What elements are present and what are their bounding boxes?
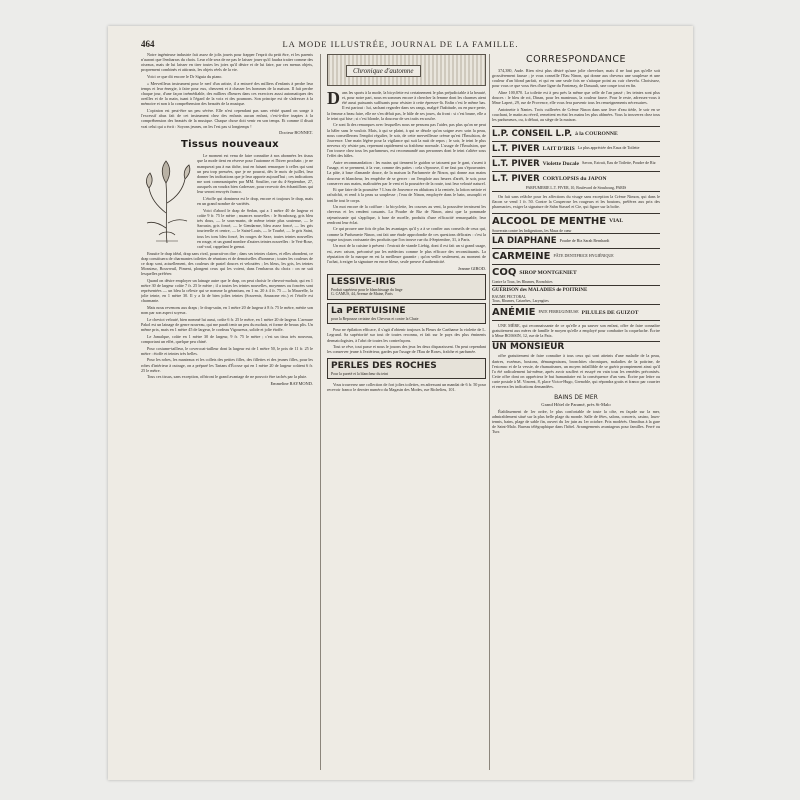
ad-row bbox=[492, 304, 660, 320]
article-paragraph: Tout se rêve, tout passe et nous le jouons des jeux les deux disparaissent. On peut cependant les conserver jeune à l'extérieur, gardes par l'usage de l'Eau de Roses, fraîche et parfumée. bbox=[327, 344, 486, 355]
drop-cap: D bbox=[327, 88, 340, 108]
ad-product: CORYLOPSIS du JAPON bbox=[542, 175, 607, 182]
running-title: LA MODE ILLUSTRÉE, JOURNAL DE LA FAMILLE. bbox=[282, 39, 519, 49]
ad-title: PERLES DES ROCHES bbox=[331, 360, 437, 371]
article-paragraph: Antoinette à Nantes. Trois cuillerées de Crème Ninon dans une livre d'eau tiède, le soir en se couchant, le matin au réveil, remettent en état les mains les plus abîmées. Vous la trouverez chez tous les parfumeurs, ou, à défaut, au siège de la maison. bbox=[492, 107, 660, 123]
chronicle-header-banner bbox=[327, 54, 486, 86]
ad-row bbox=[492, 233, 660, 248]
ad-row bbox=[492, 264, 660, 280]
ad-pertuisine bbox=[327, 303, 486, 325]
flower-illustration bbox=[141, 153, 193, 245]
article-paragraph: L'étoffe qui dominera est le drap, encore et toujours le drap, mais en un grand nombre de variétés. bbox=[197, 195, 313, 207]
article-paragraph: L'opinion est peut-être un peu sévère. Elle n'est cependant pas sans vérité quand on songe à l'excessif abus fait de cet instrument chez des enfants aucun enfant, c'est-à-dire inaptes à la compréhension des beautés de la musique. Chaque chose doit venir en son temps. Et comme il disait vrai celui qui a écrit : Soyons jeunes, on les l'est pas si longtemps ! bbox=[141, 108, 313, 129]
article-signature: Jeanne GIROD. bbox=[457, 265, 486, 271]
ad-brand: L.T. PIVER bbox=[492, 143, 540, 154]
page-number: 464 bbox=[141, 39, 155, 49]
advertisement-block bbox=[492, 126, 660, 193]
article-paragraph: 374,380, Aude. Rien n'est plus désiré qu'une jolie chevelure, mais il ne faut pas qu'elle soit grossièrement fausse ; je vous conseille l'Eau Ninon, qui donne aux cheveux une souplesse et une couleur d'un blond parfait, et qui en une seule fois ne s'attaque point au cuir chevelu. Choisissez, pour vous ce que vous êtes d'une ligne du Fontenay, de Dassault, une coupe tout en fin. bbox=[492, 68, 660, 89]
bains-de-mer-subtitle: Grand Hôtel de Paramé, près St-Malo bbox=[541, 401, 611, 407]
article-paragraph: Voici d'abord le drap de Sedan, qui a 1 mètre 40 de largeur et coûte 9 fr. 75 le mètre ; nuances nouvelles : le Strasbourg, gris bleu très doux, — le sous-marin, de même teinte plus soutenue, — le Sarrasin, gris foncé, — le Gendarme, bleu assez foncé, — les gris tourterelle et centre, — le Saint-Louis, — le Tourbé, — le gris Saint, tous les tons bleu foncé, les rouges de Saxe, toutes teintes nouvelles en rouge, et un grand nombre d'autres teintes nouvelles : le Vert-Rose, craf-craf, rappelant le grenat. bbox=[197, 207, 313, 249]
article-paragraph: Un mot encore de la coiffure : la bicyclette, les courses au vent, la poussière ternissent les cheveux et les rendent cassants. La Poudre de Riz de Ninon, ainsi que la pommade rajeunissante qui s'applique, à base de moelle, produits d'une efficacité remarquable, leur rendront leur éclat. bbox=[327, 204, 486, 225]
article-signature: Emmeline RAYMOND. bbox=[270, 381, 313, 387]
ad-brand: ALCOOL DE MENTHE bbox=[492, 215, 607, 227]
ad-brand: L.P. CONSEIL L.P. bbox=[492, 128, 573, 139]
article-paragraph: offre gratuitement de faire connaître à tous ceux qui sont atteints d'une maladie de la peau, dartres, eczémas, boutons, démangeaisons, bronchites chroniques, maladies de la poitrine, de l'estomac et de la vessie, de rhumatismes, un moyen infaillible de se guérir promptement ainsi qu'il l'a été radicalement lui-même, après avoir souffert et essayé en vain tous les remèdes préconisés. Cette offre dont on appréciera le but humanitaire est la conséquence d'un vœu. Écrire par lettre ou carte postale à M. Vincent, 8, place Victor-Hugo, Grenoble, qui répondra gratis et franco par courrier et enverra les indications demandées. bbox=[492, 353, 660, 390]
article-paragraph: Établissement de 1er ordre, le plus confortable de toute la côte, en façade sur la mer, admirablement situé sur la plus belle plage du monde. Salle de fêtes, salons, concerts, casino, lawn-tennis, bains, plage de sable fin, ouvert du 1er juin au 1er octobre. Prix modérés. Omnibus à la gare de Saint-Malo. Bureau télégraphique dans l'hôtel. Arrangements avantageux pour familles. Ferré ou Turr. bbox=[492, 408, 660, 435]
article-paragraph: Notre ingénieuse industrie fait assez de jolis jouets pour frapper l'esprit du petit être, et les parents n'auront que l'embarras du choix. Leur rôle sera de ne pas le laisser jouer qu'il faudra traiter comme des oiseaux, mais de lui laisser en tirer toutes les joies qu'il désire et de lui faire, par ces menus objets, proprement combinés et attirants, les objets réels de la vie. bbox=[141, 52, 313, 73]
article-signature: Docteur BONNET. bbox=[279, 130, 313, 136]
ad-product: Violette Ducale bbox=[542, 160, 579, 167]
ad-brand: LA DIAPHANE bbox=[492, 236, 557, 247]
ad-tagline: Pour la pureté et la blancheur du teint bbox=[331, 371, 389, 376]
ad-title: UN MONSIEUR bbox=[492, 342, 565, 353]
ad-title: La PERTUISINE bbox=[331, 305, 406, 316]
ad-product: VIAL bbox=[609, 218, 624, 225]
ad-tagline: Savon, Extrait, Eau de Toilette, Poudre de Riz bbox=[581, 160, 656, 166]
ad-address: G. CAMUS, 44, Avenue de Maine, Paris bbox=[331, 292, 393, 297]
ad-brand: CARMEINE bbox=[492, 251, 551, 263]
newspaper-page bbox=[108, 26, 693, 780]
correspondance-title: CORRESPONDANCE bbox=[525, 54, 627, 65]
ad-row bbox=[492, 156, 660, 171]
ad-product: PILULES DE GUIZOT bbox=[581, 309, 639, 316]
article-paragraph: Mais nous revenons aux draps ; le drap-satin, en 1 mètre 20 de largeur à 8 fr. 75 le mètre, mérite son nom par son aspect soyeux. bbox=[141, 305, 313, 316]
section-title-tissus: Tissus nouveaux bbox=[181, 139, 279, 151]
ad-tagline: Contre la Toux, les Rhumes, Bronchites bbox=[492, 280, 553, 285]
article-paragraph: Quand on désire employer un lainage autre que le drap, on peut choisir le chevrot-mohair, qui en 1 mètre 30 de largeur coûte 7 fr. 25 le mètre ; il a toutes les teintes nouvelles, moyennes ou foncées sont représentées — un bleu la céleste qui se nomme la géranium, en 1 m. 20 à 4 fr. 75 — la Mauvelle, la jolie teinte, en 1 mètre 30. Il y a là de bien jolies teintes (Souvenir, Amazone etc.) et l'étoffe est charmante. bbox=[141, 277, 313, 304]
ad-tagline: Toux, Rhumes, Catarrhes, Laryngites bbox=[492, 299, 549, 304]
article-paragraph: Ensuite le drap idéal, drap sans rival, pourrait-on dire ; dans ses teintes claires, et elles abondent, ce drap constituera de charmantes toilettes de réunions et de demoiselles d'honneur ; toutes les couleurs de ce drap sont, actuellement, des couleurs de pastel douces et veloutées ; les bleus, les gris, les teintes Monsieur, Bouvreuil, Piment, plongent ceux qui les voient, dans l'embarras du choix : on ne sait lesquelles préférer. bbox=[141, 250, 313, 277]
ad-tagline: PÂTE DENTIFRICE HYGIÉNIQUE bbox=[553, 253, 614, 259]
ad-brand: GUÉRISON des MALADIES de POITRINE bbox=[492, 287, 588, 293]
ad-tagline: La plus appréciée des Eaux de Toilette bbox=[577, 145, 640, 151]
ad-row bbox=[492, 127, 660, 141]
article-paragraph: Aline 100,870. La toilette est à peu près la même que celle de l'an passé ; les teintes sont plus douces : le bleu de roi, Dinan, pour les manteaux, la couleur fauve. Pour le reste, adressez-vous à Mme Lapert, 29, rue de Provence, elle vous fera parvenir tous les renseignements nécessaires. bbox=[492, 90, 660, 106]
ad-row bbox=[492, 214, 660, 229]
column-left bbox=[141, 52, 313, 772]
ad-product: à la COURONNE bbox=[575, 130, 618, 137]
ad-title: LESSIVE-IRIS bbox=[331, 276, 396, 287]
ad-tagline: PATE FERRUGINEUSE bbox=[538, 309, 579, 315]
article-paragraph: Ce sont là des remarques avec lesquelles nous ne pensons pas l'aider, pas plus qu'on ne peut la hâler sans le vouloir. Mais, à qui se plaint, à qui se désole qu'on soigne avec soin la peau, nous conseillerons l'emploi régulier, le soir, de cette merveilleuse crème qu'est l'Émulsion, de Jouvence. Une main légère pour la vigilance qui suit la nuit de repos ; le soir, le teint le plus nerveux n'y résiste pas, reprenant rapidement sa fraîcheur normale. L'usage de l'Émulsion, que l'on trouve chez tous les parfumeurs, est recommandé aux personnes dont le teint s'altère sous l'effet des hâles. bbox=[327, 122, 486, 159]
ad-row bbox=[492, 141, 660, 156]
ad-perles-des-roches bbox=[327, 358, 486, 380]
ad-row bbox=[492, 248, 660, 264]
page-header bbox=[108, 26, 693, 52]
chronicle-title: Chronique d'automne bbox=[346, 65, 421, 77]
ad-tagline: pour la Repousse certaine des Cheveux et contre la Chute bbox=[331, 316, 419, 321]
column-divider bbox=[489, 54, 490, 770]
article-paragraph: UNE MÈRE, qui reconnaissante de ce qu'elle a pu sauver son enfant, offre de faire connaître gratuitement aux mères de famille le moyen qu'elle a employé pour combattre la coqueluche. Écrire à Mme BOISSIN, 12, rue de la Paix. bbox=[492, 323, 660, 339]
ad-brand: ANÉMIE bbox=[492, 307, 536, 318]
ad-tagline: Poudre de Riz Sarah Bernhardt bbox=[559, 237, 610, 243]
ad-brand: COQ bbox=[492, 267, 517, 279]
ad-product: BAUME PECTORAL bbox=[492, 294, 527, 299]
ad-tagline: Produit supérieur pour le blanchissage du linge bbox=[331, 287, 403, 292]
column-divider bbox=[320, 54, 321, 770]
article-paragraph: On fait sans relâche pour les affections du visage sans exception la Crème Nimon, qui dans le flacon se vend 1 fr. 50. Contre la Couperose les rougeurs et les boutons, préférez aux prix des pharmacies, exiger la signature de Sahn Stassel et Cie, qui figure sur la boîte. bbox=[492, 194, 660, 210]
article-paragraph: Dans les sports à la mode, la bicyclette est certainement le plus préjudiciable à la beauté, et, pour notre part, nous en sommes encore à chercher la femme dont les charmes aient été aussi puissants suffisants pour résister à cette épreuve-là. Enfin c'est le même bas. Il est partout : lui, sachant regarder dans ses rangs, malgré l'habitude, ou en pure perte, la femme a beau faire, elle ne s'en défait pas, le hâle de ses joues, du front : si c'est brune, elle a le teint qui bise ; si c'est blonde, la douceur de ses traits en soufre. bbox=[327, 88, 486, 121]
ad-brand: L.T. PIVER bbox=[492, 158, 540, 169]
article-paragraph: Le cheviot velouté, bien nommé lui aussi, coûte 6 fr. 25 le mètre, en 1 mètre 20 de largeur. L'armure Pakol est un lainage de genre nouveau, qui me paraît tenir un peu du mohair, et forme de beaux plis. Un même prix, mais en 1 mètre 45 de largeur, le cordeau Vigoureux, solide et jolie étoffe. bbox=[141, 316, 313, 333]
article-paragraph: Pour ne épilation efficace, il s'agit d'obtenir toujours la Fleurs de Carthame la violette de L. Legrand. Sa supériorité sur tout de toutes reconnu, et fait sur le pays des plus éminents dermatologistes, à l'abri de toutes les contrefaçons. bbox=[327, 327, 486, 343]
article-paragraph: Pour les robes, les manteaux et les collets des petites filles, des fillettes et des jeunes filles, pour les robes d'intérieur à outrage, on a préparé les Tartans d'Écosse qui en 1 mètre 20 de largeur coûtent 6 fr. 25 le mètre. bbox=[141, 357, 313, 373]
article-paragraph: Voici ce que dit encore le Dr Siguia du piano. bbox=[147, 74, 223, 80]
ad-un-monsieur bbox=[492, 341, 660, 353]
ad-brand: L.T. PIVER bbox=[492, 173, 540, 184]
bains-de-mer-title: BAINS DE MER bbox=[554, 393, 598, 401]
ad-tagline: Souverain contre les Indigestions, les Maux de cœur bbox=[492, 228, 572, 233]
ad-row bbox=[492, 171, 660, 186]
ad-product: LAIT D'IRIS bbox=[542, 145, 575, 152]
article-paragraph: Ce qui prouve une fois de plus les avantages qu'il y a à se confier aux conseils de ceux qui, comme la Parfumerie Ninon, ont fait une étude approfondie de ces questions délicates : c'est la vogue toujours croissante des produits que l'on trouve rue du 4-Septembre, 31, à Paris. bbox=[327, 226, 486, 242]
ad-product: SIROP MONTGENIET bbox=[519, 269, 577, 276]
article-paragraph: « Merveilleux instrument pour le nerf d'un artiste, il a entravé des milliers d'enfants à perdre leur temps et leur énergie, à faire pour eux, cheuvent et à chasser les hommes de la maison. Il fait perdre chaque jour, d'une façon irrémédiable, des milliers d'heures dans ces exercices aussi automatiques des oreilles et de la main, tuant à l'égard de la voix et des poumons. Son principe est de s'adresser à la mémoire et non à la compréhension des beautés de la musique. bbox=[141, 80, 313, 107]
advertisement-block bbox=[492, 213, 660, 321]
article-paragraph: Pour costume-tailleur, le covercoat-tailleur dont la largeur est de 1 mètre 50, le prix de 11 fr. 25 le mètre : étoffe et teintes très belles. bbox=[141, 345, 313, 356]
article-paragraph: Autre recommandation : les mains qui tiennent le guidon se tatouent par le gant, s'usent à l'usage, et se prennent, à la vue, comme des pattes : cela s'éprouve, il ne faut pas s'épouvanter. La pâte, à base d'amande douce, de la maison la Parfumerie de Ninon, qui donne aux mains douceur et blancheur, les empêche de se gercer : on l'emploie aux heures d'arrêt, le soir, pour conserver aux mains, maltraitées par le vent et la poussière de la route, tout leur velouté naturel. bbox=[327, 160, 486, 186]
flower-icon bbox=[141, 153, 193, 245]
article-paragraph: Et que faire de la poussière ? L'eau de Jouvence en ablutions à la rentrée, la lotion nettoie et rafraîchit, et rend à la peau sa souplesse ; l'eau de Ninon, employée dans le bain, assouplit et tonifie tout le corps. bbox=[327, 187, 486, 203]
column-middle bbox=[327, 52, 486, 772]
article-paragraph: Vous trouverez une collection de fort jolies toilettes, en adressant un mandat de 6 fr. 50 pour recevoir franco le dernier numéro du Magasin des Modes, rue Richelieu, 101. bbox=[327, 382, 486, 393]
article-paragraph: Le moment est venu de faire connaître à nos abonnées les tissus que la mode tient en réserve pour l'automne et l'hiver prochain ; je ne manquerai pas à ma tâche, tout en faisant remarquer à celles qui sont un peu trop pressées, que je ne pourrai, dès le mois de juillet, leur donner les indications que je leur apporte aujourd'hui ; ces indications me sont communiquées par MM. Souilier, rue du 4-Septembre, 27, auxquels on voudra bien s'adresser, pour recevoir des échantillons qui leur seront envoyés franco. bbox=[197, 153, 313, 195]
ad-lessive-iris bbox=[327, 274, 486, 300]
article-paragraph: Tous ces tissus, sans exception, offriront le grand avantage de ne pouvoir être tachés par la pluie. bbox=[147, 374, 308, 380]
article-paragraph: Le Jamalque, coûte en 1 mètre 30 de largeur, 9 fr. 75 le mètre ; c'est un tissu très nouveau, comportant un effet, quelque peu chiné. bbox=[141, 333, 313, 344]
ad-tagline: PARFUMERIE L.T. PIVER, 10, Boulevard de Strasbourg, PARIS bbox=[525, 185, 627, 190]
ad-row bbox=[492, 285, 660, 295]
article-paragraph: Un mot de la cuisine à présent : l'extrait de viande Liebig, dont il est fait un si grand usage, est, avec raison, préconisé par les médecins comme le plus efficace des reconstituants. La réputation de la marque en est la meilleure garantie ; qu'on veille seulement, au moment de l'achat, à exiger la signature en encre bleue, seule preuve d'authenticité. bbox=[327, 243, 486, 264]
column-right bbox=[492, 52, 660, 772]
